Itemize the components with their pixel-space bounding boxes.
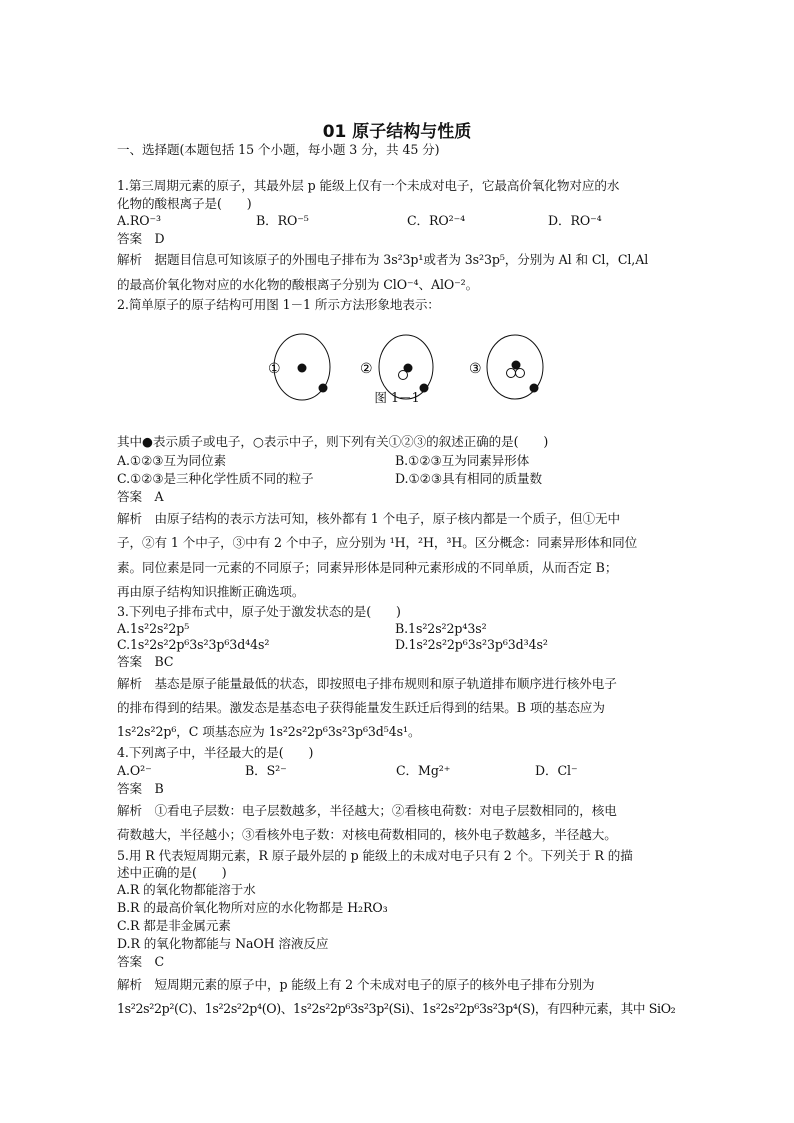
q5-answer [117,954,683,970]
q2-option-b: B.①②③互为同素异形体 [395,453,530,468]
q1-option-b: B．RO⁻⁵ [256,213,309,228]
analysis-label: 解析 [117,803,142,818]
analysis-label: 解析 [117,511,142,526]
atom-2-neutron [399,371,408,380]
figure-label-2: ② [360,361,373,377]
answer-value: B [154,781,164,796]
q5-analysis-line1 [117,977,683,993]
q2-stem: 2.简单原子的原子结构可用图 1－1 所示方法形象地表示： [117,297,440,312]
q4-option-a: A.O²⁻ [117,763,152,778]
analysis-text: 由原子结构的表示方法可知，核外都有 1 个电子，原子核内都是一个质子，但①无中 [154,511,620,526]
q4-analysis-line2: 荷数越大，半径越小；③看核外电子数：对核电荷数相同的，核外电子数越多，半径越大。 [117,827,617,842]
q3-analysis-line1 [117,676,683,692]
q3-option-c: C.1s²2s²2p⁶3s²3p⁶3d⁴4s² [117,637,270,652]
figure-caption: 图 1－1 [374,390,420,405]
atom-3-neutron-1 [507,369,516,378]
q5-option-d: D.R 的氧化物都能与 NaOH 溶液反应 [117,936,329,951]
q1-analysis-line1 [117,252,683,268]
analysis-text: 短周期元素的原子中，p 能级上有 2 个未成对电子的原子的核外电子排布分别为 [154,977,595,992]
q2-option-c: C.①②③是三种化学性质不同的粒子 [117,471,314,486]
page-title: 01 原子结构与性质 [322,122,472,142]
q4-option-b: B．S²⁻ [245,763,287,778]
q3-answer [117,654,683,670]
q5-option-b: B.R 的最高价氧化物所对应的水化物都是 H₂RO₃ [117,900,388,915]
answer-value: D [154,231,165,246]
q4-option-c: C．Mg²⁺ [396,763,451,778]
analysis-text: 据题目信息可知该原子的外围电子排布为 3s²3p¹或者为 3s²3p⁵，分别为 Al 和 Cl，Cl,Al [154,252,649,267]
q2-answer [117,489,683,505]
answer-label: 答案 [117,781,142,796]
analysis-label: 解析 [117,676,142,691]
q1-option-c: C．RO²⁻⁴ [407,213,466,228]
figure-label-3: ③ [469,361,482,377]
q5-stem-line2: 述中正确的是( ) [117,865,227,880]
answer-label: 答案 [117,489,142,504]
q3-analysis-line2: 的排布得到的结果。激发态是基态电子获得能量发生跃迁后得到的结果。B 项的基态应为 [117,700,605,715]
q2-analysis-line3: 素。同位素是同一元素的不同原子；同素异形体是同种元素形成的不同单质，从而否定 B； [117,560,618,575]
q2-analysis-line2: 子，②有 1 个中子，③中有 2 个中子，应分别为 ¹H，²H，³H。区分概念：同素异形体和同位 [117,535,638,550]
atom-1-proton [298,364,307,373]
q4-option-d: D．Cl⁻ [535,763,578,778]
q3-option-d: D.1s²2s²2p⁶3s²3p⁶3d³4s² [395,637,548,652]
q1-option-d: D．RO⁻⁴ [548,213,602,228]
q1-answer [117,231,683,247]
q2-option-a: A.①②③互为同位素 [117,453,226,468]
q3-analysis-line3: 1s²2s²2p⁶，C 项基态应为 1s²2s²2p⁶3s²3p⁶3d⁵4s¹。 [117,724,421,739]
figure-label-1: ① [268,361,281,377]
q2-option-d: D.①②③具有相同的质量数 [395,471,542,486]
q2-analysis-line1 [117,511,683,527]
q5-option-c: C.R 都是非金属元素 [117,918,231,933]
q2-stem-line2: 其中●表示质子或电子，○表示中子，则下列有关①②③的叙述正确的是( ) [117,434,549,449]
answer-value: C [154,954,165,969]
analysis-text: ①看电子层数：电子层数越多，半径越大；②看核电荷数：对电子层数相同的，核电 [154,803,617,818]
atom-3-neutron-2 [516,369,525,378]
answer-label: 答案 [117,231,142,246]
q3-option-a: A.1s²2s²2p⁵ [117,621,190,636]
analysis-text: 基态是原子能量最低的状态，即按照电子排布规则和原子轨道排布顺序进行核外电子 [154,676,617,691]
q1-stem-line1: 1.第三周期元素的原子，其最外层 p 能级上仅有一个未成对电子，它最高价氧化物对应的水 [117,178,620,193]
q1-stem-line2: 化物的酸根离子是( ) [117,196,252,211]
q1-option-a: A.RO⁻³ [117,213,162,228]
q5-option-a: A.R 的氧化物都能溶于水 [117,882,256,897]
q5-stem-line1: 5.用 R 代表短周期元素，R 原子最外层的 p 能级上的未成对电子只有 2 个。下列关于 R 的描 [117,848,633,863]
q4-analysis-line1 [117,803,683,819]
answer-label: 答案 [117,954,142,969]
analysis-label: 解析 [117,977,142,992]
answer-label: 答案 [117,654,142,669]
q3-stem: 3.下列电子排布式中，原子处于激发状态的是( ) [117,604,401,619]
q1-analysis-line2: 的最高价氧化物对应的水化物的酸根离子分别为 ClO⁻⁴、AlO⁻²。 [117,277,479,292]
q3-option-b: B.1s²2s²2p⁴3s² [395,621,487,636]
q4-stem: 4.下列离子中，半径最大的是( ) [117,745,314,760]
analysis-label: 解析 [117,252,142,267]
section-heading: 一、选择题(本题包括 15 个小题，每小题 3 分，共 45 分) [117,142,440,157]
q4-answer [117,781,683,797]
q2-analysis-line4: 再由原子结构知识推断正确选项。 [117,584,305,599]
q5-analysis-line2: 1s²2s²2p²(C)、1s²2s²2p⁴(O)、1s²2s²2p⁶3s²3p²(Si)、1s²2s²2p⁶3s²3p⁴(S)，有四种元素，其中 SiO₂ [117,1001,676,1016]
answer-value: BC [154,654,174,669]
answer-value: A [154,489,164,504]
